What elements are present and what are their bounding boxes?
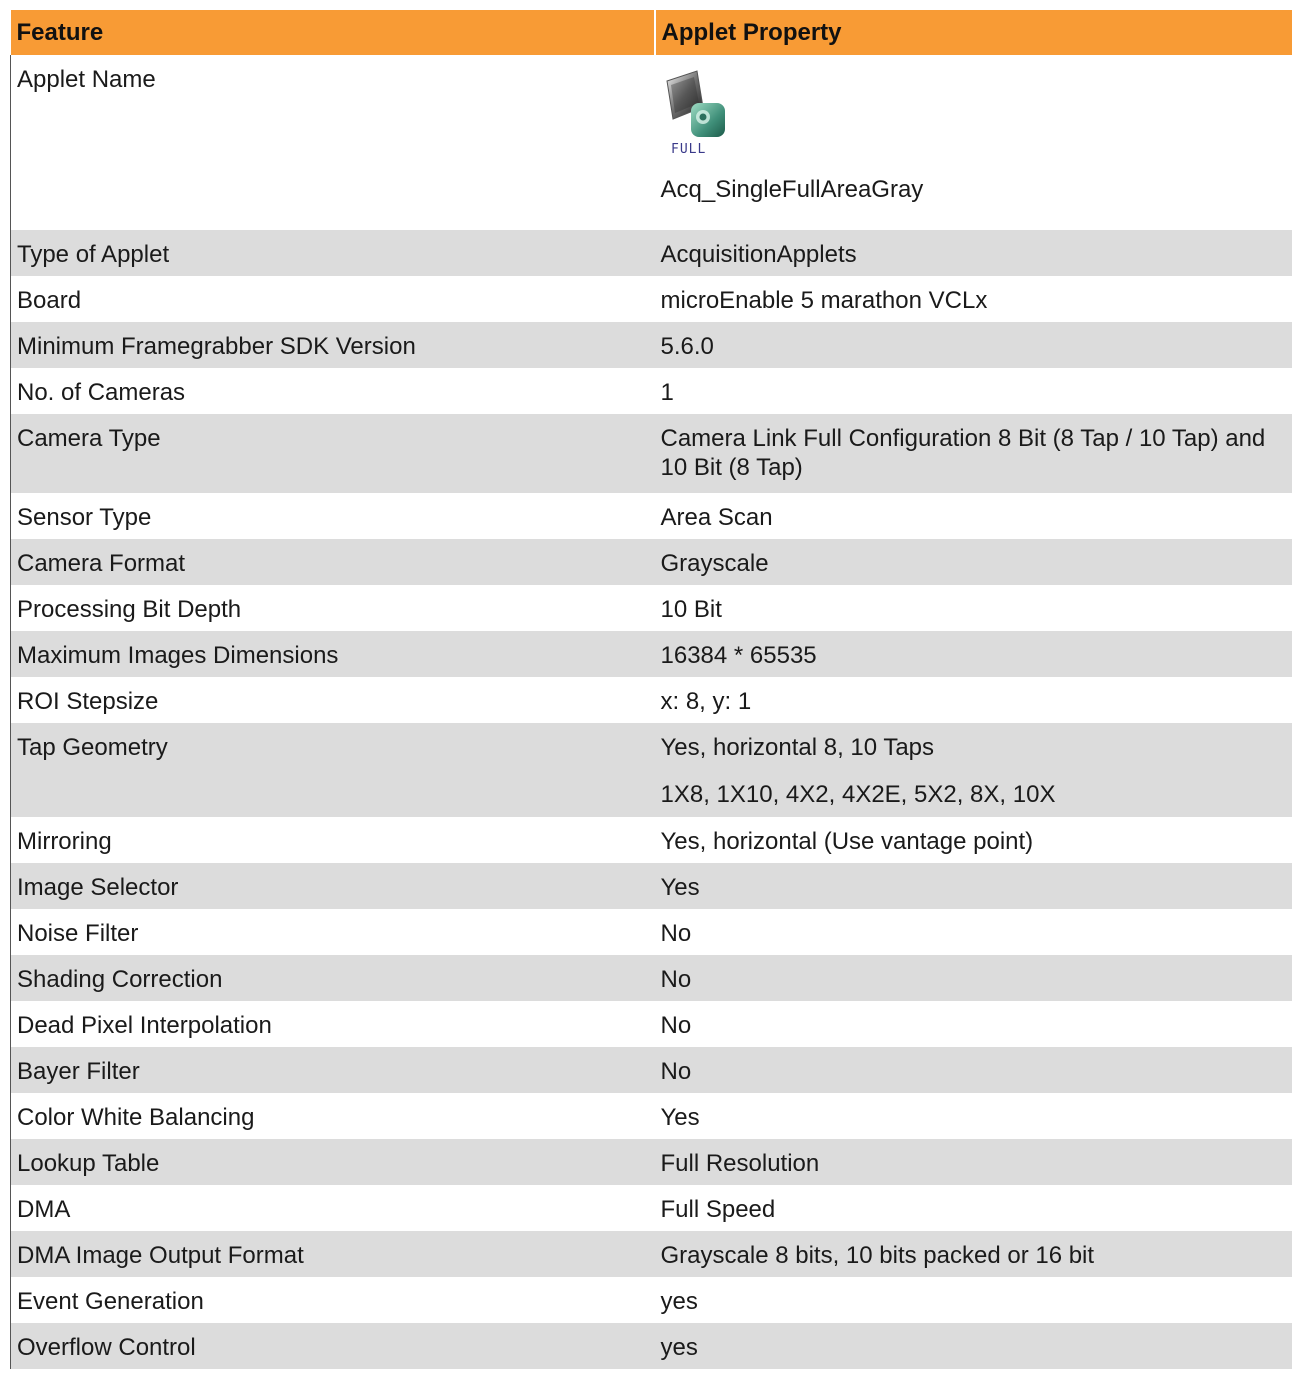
value-line: 1X8, 1X10, 4X2, 4X2E, 5X2, 8X, 10X [660, 781, 1056, 808]
table-row [11, 1047, 1292, 1093]
table-row [11, 1001, 1292, 1047]
feature-cell: Minimum Framegrabber SDK Version [11, 322, 655, 368]
value-cell: No [660, 920, 692, 947]
value-cell: Camera Link Full Configuration 8 Bit (8 Tap / 10 Tap) and 10 Bit (8 Tap) [655, 414, 1292, 493]
feature-cell: Color White Balancing [11, 1093, 655, 1139]
feature-cell: Board [11, 276, 655, 322]
feature-cell: Applet Name [11, 55, 655, 230]
table-header-row [11, 10, 1292, 55]
value-cell: No [655, 1047, 1292, 1093]
full-area-camera-icon [663, 67, 733, 157]
table-row [11, 1323, 1292, 1369]
table-row [11, 677, 1292, 723]
table-row [11, 230, 1292, 276]
value-cell: Grayscale 8 bits, 10 bits packed or 16 bit [655, 1231, 1292, 1277]
table-row [11, 1139, 1292, 1185]
feature-cell: DMA Image Output Format [11, 1231, 655, 1277]
value-cell: x: 8, y: 1 [660, 688, 752, 715]
icon-caption: FULL [670, 142, 706, 157]
feature-cell: DMA [11, 1185, 655, 1231]
value-cell: 10 Bit [660, 596, 722, 623]
feature-cell: Lookup Table [11, 1139, 655, 1185]
value-cell: AcquisitionApplets [655, 230, 1292, 276]
table-row [11, 1093, 1292, 1139]
table-row [11, 1231, 1292, 1277]
value-cell [655, 55, 1292, 230]
value-cell: Full Speed [660, 1196, 776, 1223]
feature-cell: Mirroring [11, 817, 655, 863]
value-cell: Area Scan [660, 504, 773, 531]
value-cell: 1 [660, 379, 674, 406]
value-cell: yes [660, 1288, 698, 1315]
value-cell: Yes, horizontal (Use vantage point) [660, 828, 1034, 855]
value-cell: microEnable 5 marathon VCLx [660, 287, 988, 314]
feature-cell: No. of Cameras [11, 368, 655, 414]
value-cell: No [655, 955, 1292, 1001]
table-row [11, 539, 1292, 585]
applet-name-value: Acq_SingleFullAreaGray [660, 176, 924, 203]
feature-cell: Dead Pixel Interpolation [11, 1001, 655, 1047]
value-cell: Yes [655, 863, 1292, 909]
table-row [11, 276, 1292, 322]
table-row [11, 493, 1292, 539]
feature-cell: Event Generation [11, 1277, 655, 1323]
feature-cell: Type of Applet [11, 230, 655, 276]
header-feature: Feature [11, 10, 655, 55]
value-cell [655, 723, 1292, 817]
value-cell: Full Resolution [655, 1139, 1292, 1185]
table-row [11, 631, 1292, 677]
feature-cell: Sensor Type [11, 493, 655, 539]
table-row [11, 723, 1292, 817]
value-cell: 16384 * 65535 [655, 631, 1292, 677]
feature-cell: Camera Format [11, 539, 655, 585]
feature-cell: Overflow Control [11, 1323, 655, 1369]
table-row [11, 322, 1292, 368]
feature-cell: Maximum Images Dimensions [11, 631, 655, 677]
header-applet-property: Applet Property [655, 10, 1292, 55]
value-cell: Yes [660, 1104, 700, 1131]
table-row [11, 863, 1292, 909]
feature-cell: Processing Bit Depth [11, 585, 655, 631]
table-row [11, 1277, 1292, 1323]
feature-cell: Tap Geometry [11, 723, 655, 817]
feature-cell: Shading Correction [11, 955, 655, 1001]
table-row [11, 1185, 1292, 1231]
value-cell: yes [655, 1323, 1292, 1369]
table-row [11, 955, 1292, 1001]
feature-cell: ROI Stepsize [11, 677, 655, 723]
value-line: Yes, horizontal 8, 10 Taps [660, 734, 935, 761]
value-cell: No [660, 1012, 692, 1039]
table-row [11, 817, 1292, 863]
table-row [11, 414, 1292, 493]
table-row [11, 585, 1292, 631]
table-row-applet-name [11, 55, 1292, 230]
feature-cell: Bayer Filter [11, 1047, 655, 1093]
table-row [11, 909, 1292, 955]
applet-properties-table [10, 10, 1292, 1369]
feature-cell: Image Selector [11, 863, 655, 909]
feature-cell: Noise Filter [11, 909, 655, 955]
table-row [11, 368, 1292, 414]
feature-cell: Camera Type [11, 414, 655, 493]
value-cell: 5.6.0 [655, 322, 1292, 368]
value-cell: Grayscale [655, 539, 1292, 585]
